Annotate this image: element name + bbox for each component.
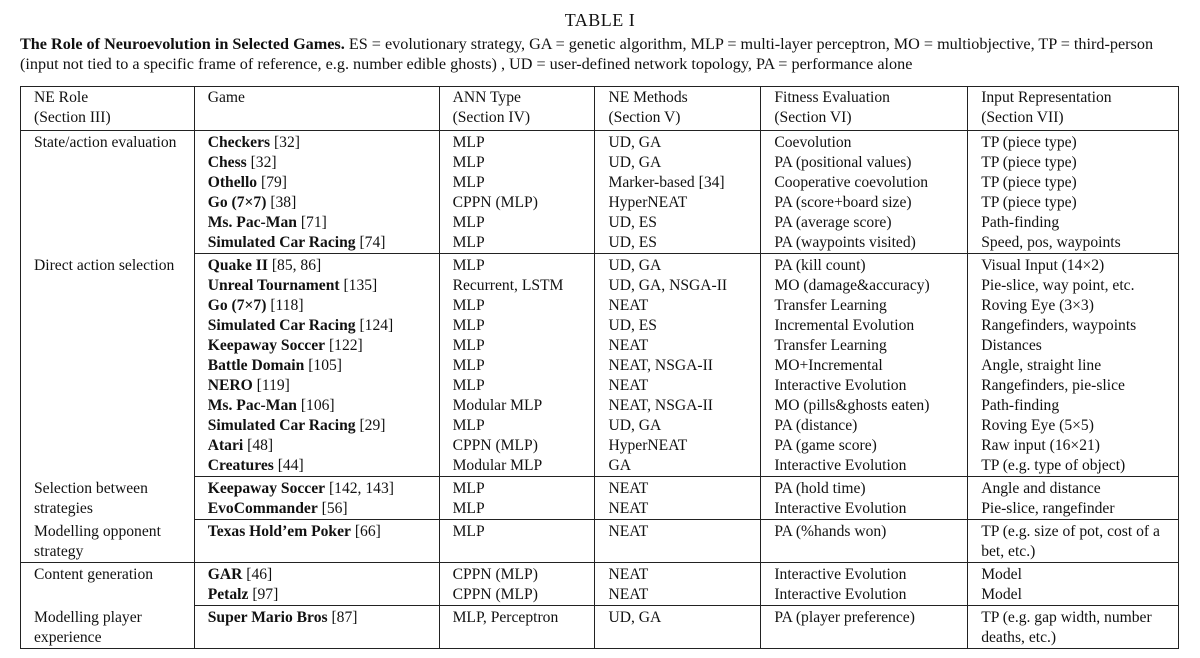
ann-type-cell: MLP xyxy=(439,153,595,173)
ann-type-cell: Recurrent, LSTM xyxy=(439,276,595,296)
ne-methods-cell: UD, ES xyxy=(595,316,761,336)
table-row xyxy=(21,131,1179,154)
ann-type-cell: MLP xyxy=(439,499,595,520)
input-cell: Path-finding xyxy=(968,396,1179,416)
ann-type-cell: MLP xyxy=(439,213,595,233)
ne-role-cell: Direct action selection xyxy=(21,254,195,477)
header-cell: Input Representation (Section VII) xyxy=(968,87,1179,131)
ann-type-cell: MLP, Perceptron xyxy=(439,606,595,649)
fitness-cell: PA (average score) xyxy=(761,213,968,233)
input-cell: TP (e.g. gap width, number deaths, etc.) xyxy=(968,606,1179,649)
game-cell xyxy=(194,233,439,254)
game-cell xyxy=(194,131,439,154)
citation: [66] xyxy=(350,523,381,540)
ne-role-cell: Modelling player experience xyxy=(21,606,195,649)
input-cell: Roving Eye (3×3) xyxy=(968,296,1179,316)
fitness-cell: Incremental Evolution xyxy=(761,316,968,336)
game-name: Keepaway Soccer xyxy=(207,480,326,497)
input-cell: Distances xyxy=(968,336,1179,356)
game-cell xyxy=(194,416,439,436)
ne-methods-cell: NEAT xyxy=(595,296,761,316)
citation: [87] xyxy=(327,609,358,626)
ann-type-cell: MLP xyxy=(439,173,595,193)
input-cell: Rangefinders, pie-slice xyxy=(968,376,1179,396)
game-name: Checkers xyxy=(207,134,271,151)
input-cell: TP (e.g. type of object) xyxy=(968,456,1179,477)
fitness-cell: MO+Incremental xyxy=(761,356,968,376)
fitness-cell: Interactive Evolution xyxy=(761,456,968,477)
fitness-cell: MO (pills&ghosts eaten) xyxy=(761,396,968,416)
game-name: Othello xyxy=(207,174,258,191)
citation: [44] xyxy=(273,457,304,474)
game-name: Simulated Car Racing xyxy=(207,234,356,251)
citation: [119] xyxy=(252,377,290,394)
ann-type-cell: CPPN (MLP) xyxy=(439,563,595,586)
ann-type-cell: MLP xyxy=(439,520,595,563)
table-row xyxy=(21,416,1179,436)
table-title: TABLE I xyxy=(564,10,636,30)
fitness-cell: PA (positional values) xyxy=(761,153,968,173)
fitness-cell: PA (game score) xyxy=(761,436,968,456)
ne-role-cell: Modelling opponent strategy xyxy=(21,520,195,563)
table-row xyxy=(21,520,1179,563)
ne-methods-cell: NEAT, NSGA-II xyxy=(595,396,761,416)
fitness-cell: Transfer Learning xyxy=(761,296,968,316)
header-cell: Fitness Evaluation (Section VI) xyxy=(761,87,968,131)
table-row xyxy=(21,499,1179,520)
ne-methods-cell: NEAT, NSGA-II xyxy=(595,356,761,376)
input-cell: Speed, pos, waypoints xyxy=(968,233,1179,254)
ne-methods-cell: UD, GA xyxy=(595,606,761,649)
fitness-cell: Interactive Evolution xyxy=(761,499,968,520)
table-row xyxy=(21,254,1179,277)
game-cell xyxy=(194,396,439,416)
fitness-cell: PA (waypoints visited) xyxy=(761,233,968,254)
citation: [32] xyxy=(246,154,277,171)
game-name: Go (7×7) xyxy=(207,297,267,314)
game-cell xyxy=(194,585,439,606)
ann-type-cell: MLP xyxy=(439,254,595,277)
header-cell: Game xyxy=(194,87,439,131)
input-cell: TP (e.g. size of pot, cost of a bet, etc.) xyxy=(968,520,1179,563)
fitness-cell: Cooperative coevolution xyxy=(761,173,968,193)
ne-methods-cell: UD, GA, NSGA-II xyxy=(595,276,761,296)
citation: [79] xyxy=(257,174,287,191)
ann-type-cell: CPPN (MLP) xyxy=(439,436,595,456)
table-body xyxy=(21,87,1179,649)
input-cell: Model xyxy=(968,585,1179,606)
table-row xyxy=(21,193,1179,213)
input-cell: TP (piece type) xyxy=(968,193,1179,213)
game-name: Chess xyxy=(207,154,247,171)
game-name: Super Mario Bros xyxy=(207,609,328,626)
fitness-cell: Interactive Evolution xyxy=(761,376,968,396)
ne-methods-cell: NEAT xyxy=(595,520,761,563)
citation: [118] xyxy=(266,297,304,314)
game-cell xyxy=(194,436,439,456)
table-row xyxy=(21,606,1179,649)
ne-methods-cell: HyperNEAT xyxy=(595,193,761,213)
ne-methods-cell: NEAT xyxy=(595,477,761,500)
ne-methods-cell: UD, GA xyxy=(595,416,761,436)
game-cell xyxy=(194,276,439,296)
game-name: Quake II xyxy=(207,257,268,274)
citation: [38] xyxy=(266,194,297,211)
input-cell: Pie-slice, way point, etc. xyxy=(968,276,1179,296)
ann-type-cell: MLP xyxy=(439,131,595,154)
ne-methods-cell: NEAT xyxy=(595,336,761,356)
table-row xyxy=(21,153,1179,173)
fitness-cell: PA (player preference) xyxy=(761,606,968,649)
game-name: Keepaway Soccer xyxy=(207,337,326,354)
ne-role-cell: Selection between strategies xyxy=(21,477,195,520)
ann-type-cell: MLP xyxy=(439,376,595,396)
ann-type-cell: MLP xyxy=(439,296,595,316)
ne-methods-cell: GA xyxy=(595,456,761,477)
ne-methods-cell: NEAT xyxy=(595,585,761,606)
game-name: Unreal Tournament xyxy=(207,277,340,294)
game-name: NERO xyxy=(207,377,253,394)
ne-methods-cell: UD, GA xyxy=(595,131,761,154)
fitness-cell: Interactive Evolution xyxy=(761,585,968,606)
game-name: Texas Hold’em Poker xyxy=(207,523,351,540)
table-row xyxy=(21,585,1179,606)
game-cell xyxy=(194,606,439,649)
ann-type-cell: CPPN (MLP) xyxy=(439,193,595,213)
game-cell xyxy=(194,520,439,563)
ne-methods-cell: UD, ES xyxy=(595,213,761,233)
table-row xyxy=(21,213,1179,233)
input-cell: Visual Input (14×2) xyxy=(968,254,1179,277)
game-name: Go (7×7) xyxy=(207,194,267,211)
fitness-cell: PA (hold time) xyxy=(761,477,968,500)
game-cell xyxy=(194,213,439,233)
ann-type-cell: MLP xyxy=(439,316,595,336)
fitness-cell: Transfer Learning xyxy=(761,336,968,356)
ne-methods-cell: NEAT xyxy=(595,499,761,520)
citation: [56] xyxy=(317,500,348,517)
game-cell xyxy=(194,563,439,586)
table-row xyxy=(21,336,1179,356)
ne-role-cell: Content generation xyxy=(21,563,195,606)
table-row xyxy=(21,436,1179,456)
game-cell xyxy=(194,316,439,336)
game-cell xyxy=(194,254,439,277)
caption-text: ES = evolutionary strategy, GA = genetic algorithm, MLP = multi-layer perceptron, MO = multiobjective, TP = third-person (input not tied to a specific frame of reference, e.g. number edible ghosts) , UD = user-defined network topology, PA = performance alone xyxy=(20,35,1154,73)
fitness-cell: Coevolution xyxy=(761,131,968,154)
fitness-cell: Interactive Evolution xyxy=(761,563,968,586)
game-cell xyxy=(194,376,439,396)
citation: [106] xyxy=(296,397,335,414)
citation: [105] xyxy=(304,357,342,374)
ne-methods-cell: Marker-based [34] xyxy=(595,173,761,193)
game-name: Creatures xyxy=(207,457,274,474)
game-name: Simulated Car Racing xyxy=(207,417,356,434)
game-name: Ms. Pac-Man xyxy=(207,397,297,414)
input-cell: Path-finding xyxy=(968,213,1179,233)
citation: [97] xyxy=(248,586,279,603)
ne-methods-cell: NEAT xyxy=(595,376,761,396)
input-cell: Raw input (16×21) xyxy=(968,436,1179,456)
game-cell xyxy=(194,296,439,316)
game-cell xyxy=(194,173,439,193)
citation: [124] xyxy=(355,317,394,334)
fitness-cell: PA (distance) xyxy=(761,416,968,436)
game-cell xyxy=(194,153,439,173)
table-row xyxy=(21,276,1179,296)
table-caption xyxy=(20,34,1185,74)
ann-type-cell: MLP xyxy=(439,233,595,254)
table-row xyxy=(21,356,1179,376)
game-cell xyxy=(194,356,439,376)
ne-methods-cell: UD, GA xyxy=(595,153,761,173)
citation: [74] xyxy=(355,234,386,251)
citation: [48] xyxy=(243,437,274,454)
ann-type-cell: CPPN (MLP) xyxy=(439,585,595,606)
header-cell: ANN Type (Section IV) xyxy=(439,87,595,131)
game-name: Battle Domain xyxy=(207,357,305,374)
table-row xyxy=(21,376,1179,396)
table-row xyxy=(21,563,1179,586)
fitness-cell: PA (score+board size) xyxy=(761,193,968,213)
game-name: Ms. Pac-Man xyxy=(207,214,297,231)
citation: [122] xyxy=(325,337,363,354)
input-cell: Angle and distance xyxy=(968,477,1179,500)
input-cell: Angle, straight line xyxy=(968,356,1179,376)
game-name: EvoCommander xyxy=(207,500,318,517)
table-row xyxy=(21,316,1179,336)
ann-type-cell: MLP xyxy=(439,416,595,436)
citation: [29] xyxy=(355,417,386,434)
game-cell xyxy=(194,499,439,520)
table-row xyxy=(21,396,1179,416)
input-cell: Roving Eye (5×5) xyxy=(968,416,1179,436)
ne-methods-cell: NEAT xyxy=(595,563,761,586)
header-cell: NE Role (Section III) xyxy=(21,87,195,131)
table-row xyxy=(21,173,1179,193)
fitness-cell: PA (kill count) xyxy=(761,254,968,277)
neuroevolution-table xyxy=(20,86,1179,649)
header-row xyxy=(21,87,1179,131)
game-cell xyxy=(194,336,439,356)
citation: [135] xyxy=(339,277,378,294)
game-cell xyxy=(194,456,439,477)
citation: [85, 86] xyxy=(267,257,322,274)
ann-type-cell: MLP xyxy=(439,356,595,376)
input-cell: Model xyxy=(968,563,1179,586)
fitness-cell: PA (%hands won) xyxy=(761,520,968,563)
ne-role-cell: State/action evaluation xyxy=(21,131,195,254)
input-cell: Rangefinders, waypoints xyxy=(968,316,1179,336)
game-name: GAR xyxy=(207,566,243,583)
game-name: Simulated Car Racing xyxy=(207,317,356,334)
input-cell: TP (piece type) xyxy=(968,153,1179,173)
ann-type-cell: Modular MLP xyxy=(439,456,595,477)
citation: [32] xyxy=(270,134,300,151)
table-row xyxy=(21,296,1179,316)
ann-type-cell: MLP xyxy=(439,477,595,500)
citation: [142, 143] xyxy=(325,480,394,497)
table-row xyxy=(21,456,1179,477)
game-name: Petalz xyxy=(207,586,249,603)
fitness-cell: MO (damage&accuracy) xyxy=(761,276,968,296)
ne-methods-cell: UD, GA xyxy=(595,254,761,277)
game-name: Atari xyxy=(207,437,244,454)
ann-type-cell: Modular MLP xyxy=(439,396,595,416)
caption-bold: The Role of Neuroevolution in Selected Games. xyxy=(20,35,345,53)
table-row xyxy=(21,477,1179,500)
input-cell: TP (piece type) xyxy=(968,131,1179,154)
header-cell: NE Methods (Section V) xyxy=(595,87,761,131)
input-cell: Pie-slice, rangefinder xyxy=(968,499,1179,520)
ne-methods-cell: UD, ES xyxy=(595,233,761,254)
ann-type-cell: MLP xyxy=(439,336,595,356)
citation: [71] xyxy=(296,214,327,231)
table-row xyxy=(21,233,1179,254)
input-cell: TP (piece type) xyxy=(968,173,1179,193)
game-cell xyxy=(194,193,439,213)
citation: [46] xyxy=(242,566,273,583)
ne-methods-cell: HyperNEAT xyxy=(595,436,761,456)
game-cell xyxy=(194,477,439,500)
